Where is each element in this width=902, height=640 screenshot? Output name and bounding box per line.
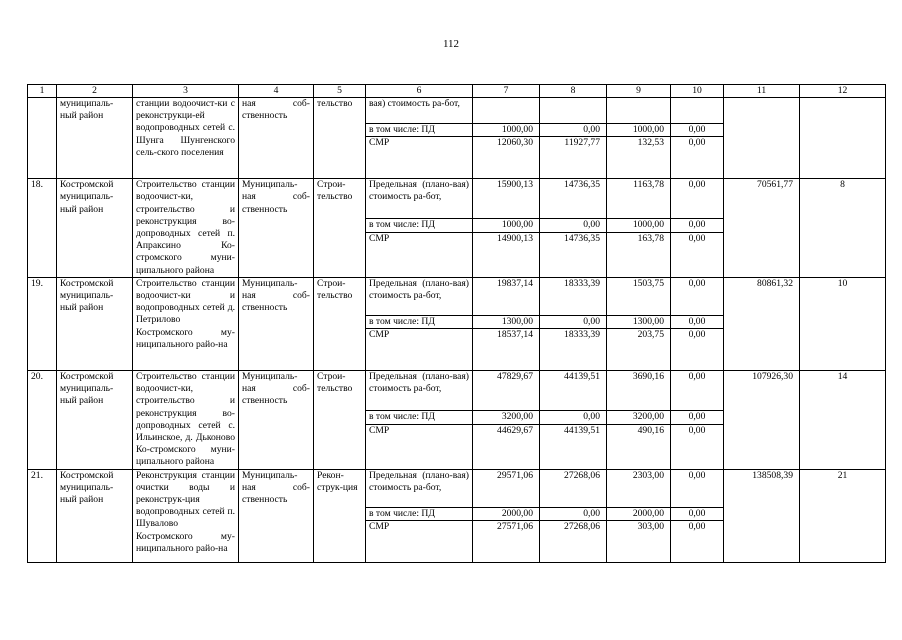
work-type-cell: Строи-тельство [314, 277, 366, 370]
property-cell: Муниципаль-ная соб-ственность [239, 371, 314, 470]
row-number: 20. [28, 371, 57, 470]
smr-value-cell: 14736,35 [540, 233, 607, 277]
cost-value-cell [607, 98, 671, 124]
smr-label-cell: СМР [366, 137, 473, 179]
smr-value-cell: 0,00 [671, 425, 724, 469]
pd-value-cell: 0,00 [671, 507, 724, 520]
table-row [28, 371, 886, 411]
object-cell: Строительство станции водоочист-ки и водопроводных сетей д. Петрилово Костромского му-ниципального райо-на [133, 277, 239, 370]
smr-label-cell: СМР [366, 425, 473, 469]
header-cell: 4 [239, 85, 314, 98]
pd-value-cell: 1300,00 [607, 315, 671, 328]
count-cell [800, 98, 886, 179]
pd-label-cell: в том числе: ПД [366, 411, 473, 425]
smr-value-cell: 303,00 [607, 520, 671, 562]
header-cell: 7 [473, 85, 540, 98]
pd-value-cell: 2000,00 [607, 507, 671, 520]
smr-value-cell: 490,16 [607, 425, 671, 469]
header-cell: 9 [607, 85, 671, 98]
count-cell: 21 [800, 469, 886, 562]
header-cell: 12 [800, 85, 886, 98]
header-cell: 8 [540, 85, 607, 98]
smr-value-cell: 14900,13 [473, 233, 540, 277]
cost-value-cell: 44139,51 [540, 371, 607, 411]
pd-value-cell: 1000,00 [607, 219, 671, 233]
property-cell: Муниципаль-ная соб-ственность [239, 277, 314, 370]
pd-value-cell: 2000,00 [473, 507, 540, 520]
smr-value-cell: 12060,30 [473, 137, 540, 179]
header-cell: 6 [366, 85, 473, 98]
work-type-cell: Строи-тельство [314, 179, 366, 278]
pd-label-cell: в том числе: ПД [366, 124, 473, 137]
smr-value-cell: 163,78 [607, 233, 671, 277]
cost-value-cell [473, 98, 540, 124]
cost-value-cell: 0,00 [671, 371, 724, 411]
row-number: 19. [28, 277, 57, 370]
pd-value-cell: 3200,00 [607, 411, 671, 425]
header-row [28, 85, 886, 98]
cost-value-cell: 19837,14 [473, 277, 540, 315]
smr-label-cell: СМР [366, 233, 473, 277]
pd-value-cell: 3200,00 [473, 411, 540, 425]
smr-value-cell: 203,75 [607, 329, 671, 371]
owner-cell: муниципаль-ный район [57, 98, 133, 179]
header-cell: 10 [671, 85, 724, 98]
total-cell: 70561,77 [724, 179, 800, 278]
cost-value-cell: 3690,16 [607, 371, 671, 411]
owner-cell: Костромской муниципаль-ный район [57, 277, 133, 370]
property-cell: ная соб-ственность [239, 98, 314, 179]
table-row [28, 277, 886, 315]
smr-value-cell: 0,00 [671, 233, 724, 277]
smr-value-cell: 27571,06 [473, 520, 540, 562]
table-row [28, 179, 886, 219]
smr-value-cell: 44139,51 [540, 425, 607, 469]
count-cell: 14 [800, 371, 886, 470]
cost-value-cell: 0,00 [671, 469, 724, 507]
cost-value-cell: 0,00 [671, 277, 724, 315]
object-cell: станции водоочист-ки с реконструкци-ей водопроводных сетей с. Шунга Шунгенского сель-ского поселения [133, 98, 239, 179]
pd-value-cell: 0,00 [540, 124, 607, 137]
pd-label-cell: в том числе: ПД [366, 507, 473, 520]
investment-table [27, 84, 886, 563]
cost-value-cell [671, 98, 724, 124]
owner-cell: Костромской муниципаль-ный район [57, 371, 133, 470]
cost-value-cell: 47829,67 [473, 371, 540, 411]
cost-value-cell: 1503,75 [607, 277, 671, 315]
smr-value-cell: 0,00 [671, 329, 724, 371]
pd-value-cell: 0,00 [540, 219, 607, 233]
work-type-cell: тельство [314, 98, 366, 179]
pd-value-cell: 0,00 [671, 219, 724, 233]
cost-label-cell: Предельная (плано-вая) стоимость ра-бот, [366, 371, 473, 411]
total-cell: 80861,32 [724, 277, 800, 370]
object-cell: Строительство станции водоочист-ки, строительство и реконструкция во-допроводных сетей с. Ильинское, д. Дьконово Ко-стромского муни-ципального района [133, 371, 239, 470]
cost-label-cell: Предельная (плано-вая) стоимость ра-бот, [366, 277, 473, 315]
cost-value-cell: 0,00 [671, 179, 724, 219]
smr-label-cell: СМР [366, 520, 473, 562]
header-cell: 11 [724, 85, 800, 98]
owner-cell: Костромской муниципаль-ный район [57, 179, 133, 278]
cost-value-cell: 27268,06 [540, 469, 607, 507]
cost-value-cell [540, 98, 607, 124]
cost-label-cell: Предельная (плано-вая) стоимость ра-бот, [366, 179, 473, 219]
cost-label-cell: Предельная (плано-вая) стоимость ра-бот, [366, 469, 473, 507]
smr-label-cell: СМР [366, 329, 473, 371]
pd-value-cell: 1000,00 [473, 219, 540, 233]
work-type-cell: Строи-тельство [314, 371, 366, 470]
smr-value-cell: 18333,39 [540, 329, 607, 371]
table-row [28, 98, 886, 124]
smr-value-cell: 0,00 [671, 137, 724, 179]
smr-value-cell: 27268,06 [540, 520, 607, 562]
cost-value-cell: 18333,39 [540, 277, 607, 315]
smr-value-cell: 44629,67 [473, 425, 540, 469]
pd-value-cell: 0,00 [671, 411, 724, 425]
smr-value-cell: 0,00 [671, 520, 724, 562]
property-cell: Муниципаль-ная соб-ственность [239, 179, 314, 278]
row-number [28, 98, 57, 179]
smr-value-cell: 18537,14 [473, 329, 540, 371]
count-cell: 8 [800, 179, 886, 278]
cost-value-cell: 1163,78 [607, 179, 671, 219]
header-cell: 1 [28, 85, 57, 98]
pd-value-cell: 0,00 [540, 507, 607, 520]
total-cell: 107926,30 [724, 371, 800, 470]
row-number: 21. [28, 469, 57, 562]
smr-value-cell: 132,53 [607, 137, 671, 179]
pd-value-cell: 0,00 [671, 124, 724, 137]
cost-value-cell: 14736,35 [540, 179, 607, 219]
pd-value-cell: 1000,00 [473, 124, 540, 137]
pd-value-cell: 0,00 [540, 411, 607, 425]
page-number: 112 [442, 38, 460, 50]
work-type-cell: Рекон-струк-ция [314, 469, 366, 562]
cost-value-cell: 2303,00 [607, 469, 671, 507]
owner-cell: Костромской муниципаль-ный район [57, 469, 133, 562]
pd-value-cell: 1300,00 [473, 315, 540, 328]
property-cell: Муниципаль-ная соб-ственность [239, 469, 314, 562]
cost-label-cell: вая) стоимость ра-бот, [366, 98, 473, 124]
pd-value-cell: 1000,00 [607, 124, 671, 137]
cost-value-cell: 29571,06 [473, 469, 540, 507]
pd-value-cell: 0,00 [540, 315, 607, 328]
total-cell [724, 98, 800, 179]
header-cell: 3 [133, 85, 239, 98]
total-cell: 138508,39 [724, 469, 800, 562]
cost-value-cell: 15900,13 [473, 179, 540, 219]
header-cell: 2 [57, 85, 133, 98]
pd-value-cell: 0,00 [671, 315, 724, 328]
table-row [28, 469, 886, 507]
row-number: 18. [28, 179, 57, 278]
object-cell: Строительство станции водоочист-ки, строительство и реконструкция во-допроводных сетей п. Апраксино Ко-стромского муни-ципального района [133, 179, 239, 278]
smr-value-cell: 11927,77 [540, 137, 607, 179]
object-cell: Реконструкция станции очистки воды и реконструк-ция водопроводных сетей п. Шувалово Костромского му-ниципального райо-на [133, 469, 239, 562]
header-cell: 5 [314, 85, 366, 98]
count-cell: 10 [800, 277, 886, 370]
pd-label-cell: в том числе: ПД [366, 315, 473, 328]
pd-label-cell: в том числе: ПД [366, 219, 473, 233]
